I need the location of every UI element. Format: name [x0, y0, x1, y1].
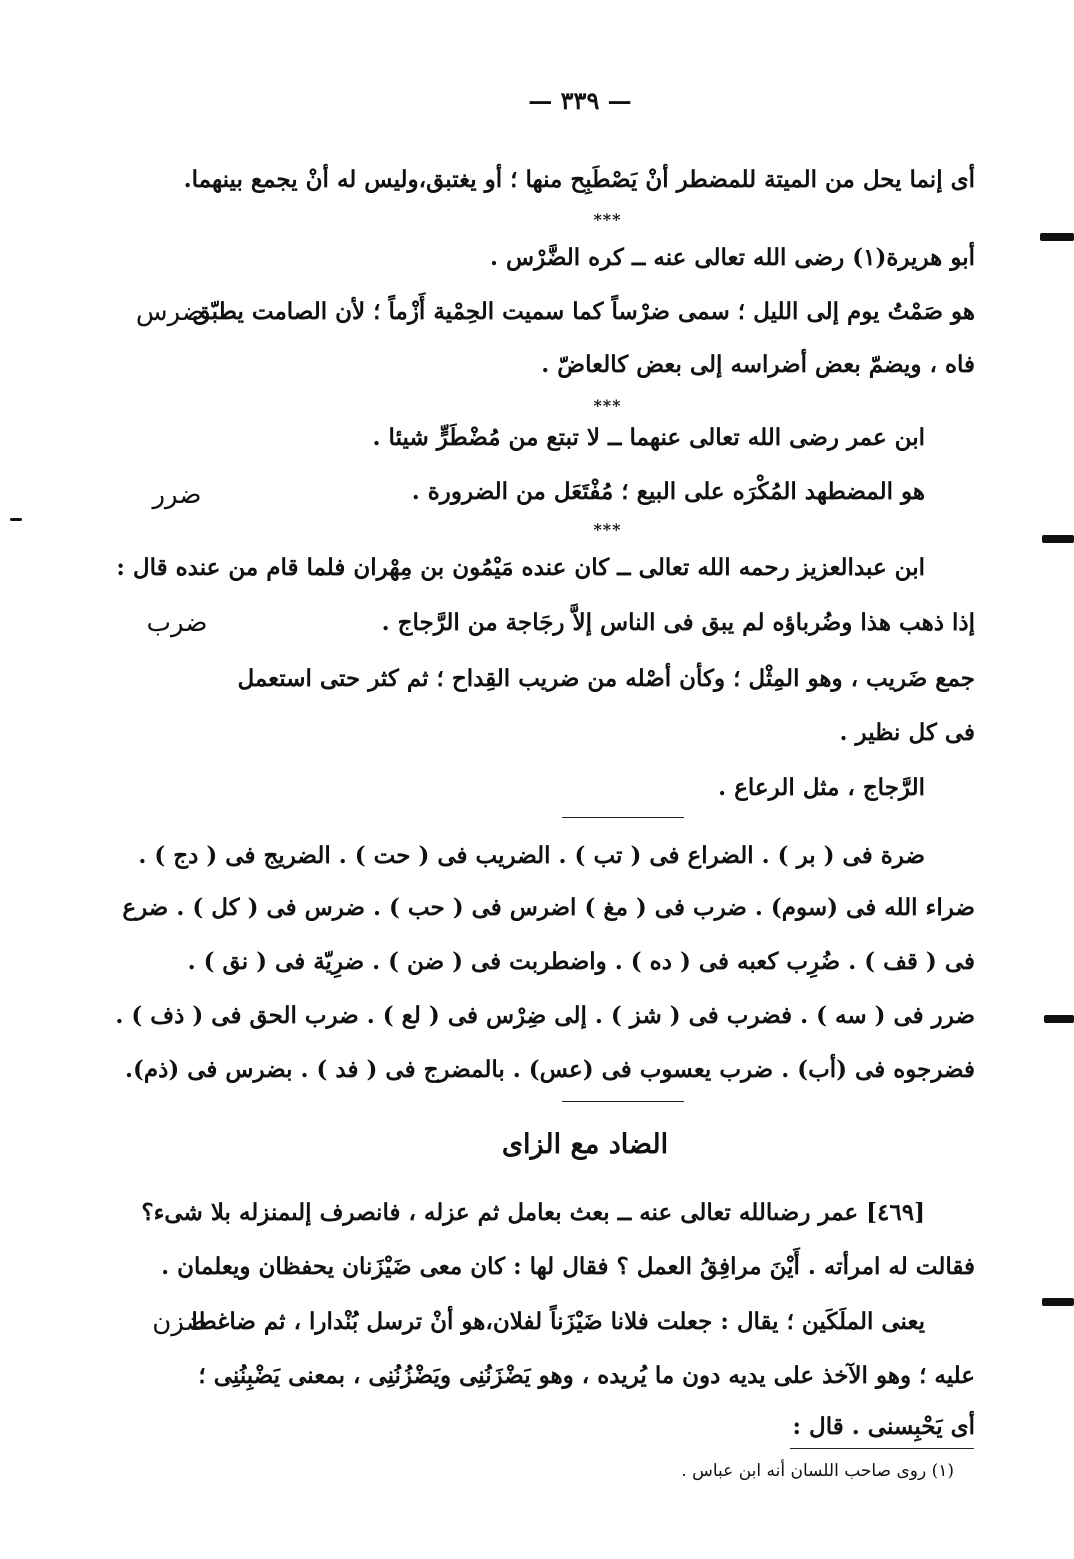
text-line: فاه ، ويضمّ بعض أضراسه إلى بعض كالعاضّ .: [541, 351, 975, 378]
main-text: [115, 0, 975, 1559]
scan-edge-mark: [1040, 233, 1074, 241]
separator-stars: ***: [593, 210, 622, 229]
text-line: جمع ضَريب ، وهو المِثْل ؛ وكأن أصْله من ضريب القِداح ؛ ثم كثر حتى استعمل: [237, 665, 975, 692]
margin-root-word: ضرب: [146, 608, 208, 638]
reference-line: ضرر فى ( سه ) . فضرب فى ( شز ) . إلى ضِرْس فى ( لع ) . ضرب الحق فى ( ذف ) .: [115, 1002, 975, 1029]
scan-edge-mark: [1042, 535, 1074, 543]
reference-line: فى ( قف ) . ضُرِب كعبه فى ( ده ) . واضطربت فى ( ضن ) . ضرِيّة فى ( نق ) .: [187, 948, 975, 975]
reference-line: ضرة فى ( بر ) . الضراع فى ( تب ) . الضريب فى ( حت ) . الضريج فى ( دج ) .: [138, 842, 925, 869]
section-divider: [562, 1101, 684, 1102]
separator-stars: ***: [593, 396, 622, 415]
section-divider: [562, 817, 684, 818]
separator-stars: ***: [593, 520, 622, 539]
reference-line: ضراء الله فى (سوم) . ضرب فى ( مغ ) اضرس فى ( حب ) . ضرس فى ( كل ) . ضرع: [122, 894, 975, 921]
scan-edge-mark: [1044, 1015, 1074, 1023]
section-text-line: أى يَحْبِسنى . قال :: [792, 1413, 975, 1440]
text-line: هو صَمْتُ يوم إلى الليل ؛ سمى ضرْساً كما سميت الحِمْية أَزْماً ؛ لأن الصامت يطبّق: [192, 298, 975, 325]
section-text-line: فقالت له امرأته . أَيْنَ مرافِقُ العمل ؟ فقال لها : كان معى ضَيْزَنان يحفظان ويعلمان .: [161, 1253, 975, 1280]
footnote-divider: [790, 1448, 974, 1449]
section-title: الضاد مع الزاى: [501, 1129, 669, 1160]
text-line: ابن عبدالعزيز رحمه الله تعالى ــ كان عنده مَيْمُون بن مِهْران فلما قام من عنده قال :: [116, 554, 925, 581]
margin-root-word: ضرس: [135, 297, 205, 327]
scan-edge-mark: [10, 518, 22, 521]
section-text-line: يعنى الملَكَين ؛ يقال : جعلت فلانا ضَيْزَناً لفلان،هو أنْ ترسل بُنْدارا ، ثم ضاغطا: [191, 1308, 925, 1335]
text-line: ابن عمر رضى الله تعالى عنهما ــ لا تبتع من مُضْطَرٍّ شيئا .: [372, 424, 925, 451]
text-line: أى إنما يحل من الميتة للمضطر أنْ يَصْطَبِح منها ؛ أو يغتبق،وليس له أنْ يجمع بينهما.: [183, 166, 975, 193]
section-text-line: [٤٦٩] عمر رضىالله تعالى عنه ــ بعث بعامل ثم عزله ، فانصرف إلىمنزله بلا شىء؟: [141, 1199, 925, 1226]
reference-line: فضرجوه فى (أب) . ضرب يعسوب فى (عس) . بالمضرج فى ( فد ) . بضرس فى (ذم).: [124, 1056, 975, 1083]
text-line: أبو هريرة(١) رضى الله تعالى عنه ــ كره الضَّرْس .: [490, 244, 975, 271]
margin-root-word: ضزن: [152, 1307, 208, 1337]
text-line: الرَّجاج ، مثل الرعاع .: [718, 774, 925, 801]
text-line: فى كل نظير .: [839, 719, 975, 746]
page-number: — ٣٣٩ —: [528, 86, 632, 115]
footnote: (١) روى صاحب اللسان أنه ابن عباس .: [681, 1461, 954, 1481]
section-text-line: عليه ؛ وهو الآخذ على يديه دون ما يُريده ، وهو يَضْزَنُنِى ويَضْزُنُنِى ، بمعنى يَضْبِنُنِى ؛: [198, 1362, 975, 1389]
text-line: هو المضطهد المُكْرَه على البيع ؛ مُفْتَعَل من الضرورة .: [411, 478, 925, 505]
scan-edge-mark: [1042, 1298, 1074, 1306]
text-line: إذا ذهب هذا وضُرباؤه لم يبق فى الناس إلاَّ رجَاجة من الرَّجاج .: [381, 609, 975, 636]
margin-root-word: ضرر: [152, 480, 202, 510]
